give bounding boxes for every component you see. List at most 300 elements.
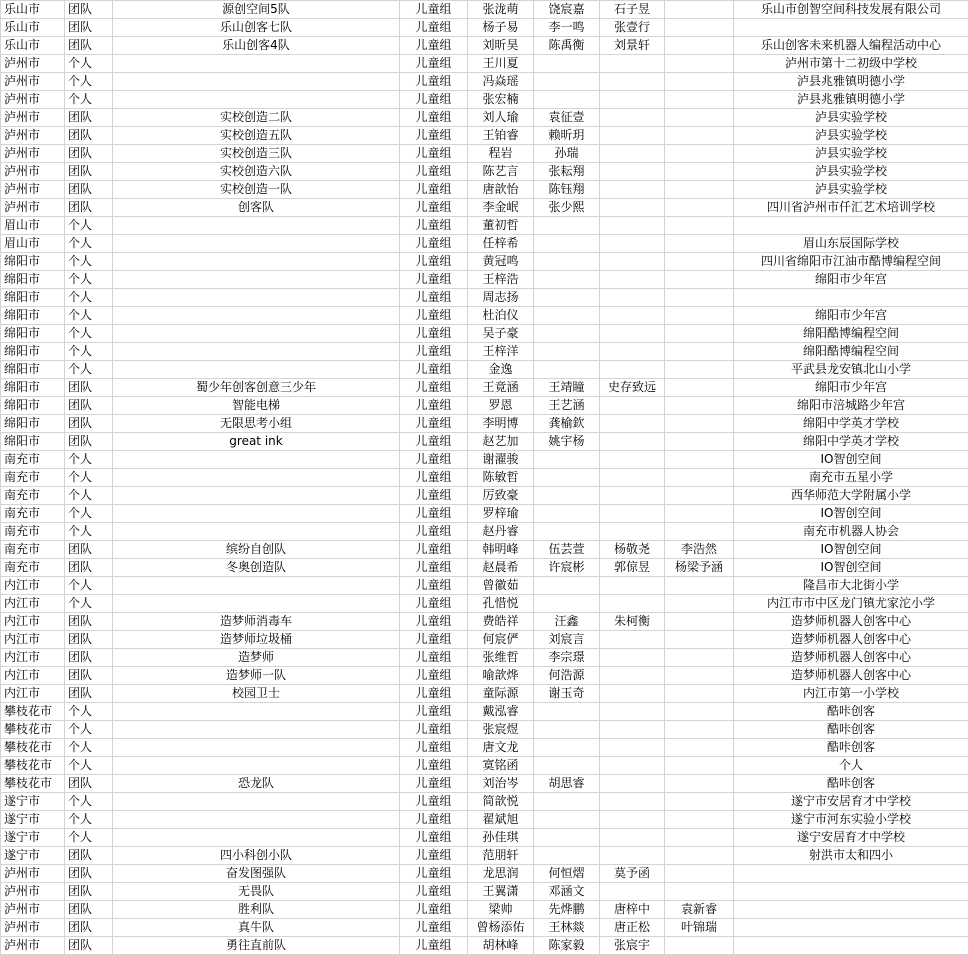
member-1-cell: 王川夏	[468, 55, 534, 73]
member-1-cell: 杜泊仪	[468, 307, 534, 325]
member-4-cell	[665, 739, 734, 757]
team-name-cell: 四小科创小队	[113, 847, 400, 865]
member-4-cell	[665, 37, 734, 55]
member-4-cell	[665, 847, 734, 865]
member-4-cell	[665, 667, 734, 685]
member-3-cell	[600, 271, 665, 289]
organization-cell: 泸县实验学校	[734, 181, 968, 199]
member-2-cell	[534, 595, 600, 613]
table-row	[1, 37, 968, 55]
group-cell: 儿童组	[400, 487, 468, 505]
entry-type-cell: 团队	[65, 433, 113, 451]
member-3-cell	[600, 145, 665, 163]
member-3-cell	[600, 163, 665, 181]
member-3-cell: 唐正松	[600, 919, 665, 937]
city-cell: 乐山市	[1, 37, 65, 55]
member-2-cell	[534, 793, 600, 811]
table-row	[1, 163, 968, 181]
team-name-cell: great ink	[113, 433, 400, 451]
member-4-cell	[665, 865, 734, 883]
member-3-cell	[600, 127, 665, 145]
city-cell: 泸州市	[1, 883, 65, 901]
group-cell: 儿童组	[400, 433, 468, 451]
member-3-cell	[600, 253, 665, 271]
table-row	[1, 703, 968, 721]
city-cell: 泸州市	[1, 919, 65, 937]
team-name-cell	[113, 505, 400, 523]
member-3-cell	[600, 883, 665, 901]
city-cell: 南充市	[1, 523, 65, 541]
group-cell: 儿童组	[400, 37, 468, 55]
table-row	[1, 253, 968, 271]
entry-type-cell: 团队	[65, 919, 113, 937]
member-2-cell	[534, 55, 600, 73]
group-cell: 儿童组	[400, 379, 468, 397]
group-cell: 儿童组	[400, 451, 468, 469]
group-cell: 儿童组	[400, 145, 468, 163]
team-name-cell	[113, 757, 400, 775]
organization-cell: 泸县实验学校	[734, 127, 968, 145]
member-3-cell	[600, 415, 665, 433]
member-1-cell: 董初哲	[468, 217, 534, 235]
member-1-cell: 胡林峰	[468, 937, 534, 955]
team-name-cell	[113, 577, 400, 595]
member-3-cell	[600, 523, 665, 541]
team-name-cell	[113, 469, 400, 487]
member-4-cell	[665, 109, 734, 127]
member-1-cell: 张宸煜	[468, 721, 534, 739]
team-name-cell	[113, 235, 400, 253]
group-cell: 儿童组	[400, 775, 468, 793]
member-3-cell	[600, 217, 665, 235]
city-cell: 内江市	[1, 649, 65, 667]
organization-cell: IO智创空间	[734, 505, 968, 523]
member-2-cell: 赖昕玥	[534, 127, 600, 145]
member-2-cell: 孙瑞	[534, 145, 600, 163]
member-3-cell	[600, 667, 665, 685]
organization-cell	[734, 883, 968, 901]
member-3-cell	[600, 757, 665, 775]
member-4-cell	[665, 757, 734, 775]
team-name-cell: 胜利队	[113, 901, 400, 919]
member-3-cell	[600, 577, 665, 595]
team-name-cell	[113, 523, 400, 541]
entry-type-cell: 团队	[65, 649, 113, 667]
entry-type-cell: 个人	[65, 361, 113, 379]
member-2-cell	[534, 217, 600, 235]
member-4-cell: 杨梁予涵	[665, 559, 734, 577]
entry-type-cell: 个人	[65, 487, 113, 505]
member-4-cell	[665, 505, 734, 523]
table-row	[1, 775, 968, 793]
table-row	[1, 793, 968, 811]
city-cell: 眉山市	[1, 235, 65, 253]
member-2-cell: 龚榆欽	[534, 415, 600, 433]
member-2-cell: 刘宸言	[534, 631, 600, 649]
member-2-cell	[534, 469, 600, 487]
team-name-cell	[113, 253, 400, 271]
organization-cell: 泸县兆雅镇明德小学	[734, 91, 968, 109]
member-4-cell	[665, 163, 734, 181]
team-name-cell: 奋发图强队	[113, 865, 400, 883]
team-name-cell	[113, 487, 400, 505]
member-2-cell	[534, 343, 600, 361]
member-4-cell	[665, 73, 734, 91]
member-2-cell: 胡思睿	[534, 775, 600, 793]
city-cell: 攀枝花市	[1, 739, 65, 757]
member-3-cell: 史存致远	[600, 379, 665, 397]
team-name-cell: 无限思考小组	[113, 415, 400, 433]
group-cell: 儿童组	[400, 937, 468, 955]
member-2-cell: 陈禹衡	[534, 37, 600, 55]
group-cell: 儿童组	[400, 253, 468, 271]
member-1-cell: 翟斌旭	[468, 811, 534, 829]
member-4-cell	[665, 649, 734, 667]
member-4-cell	[665, 775, 734, 793]
member-3-cell: 杨敬尧	[600, 541, 665, 559]
entry-type-cell: 个人	[65, 523, 113, 541]
member-3-cell: 莫予函	[600, 865, 665, 883]
member-1-cell: 金逸	[468, 361, 534, 379]
team-name-cell: 蜀少年创客创意三少年	[113, 379, 400, 397]
organization-cell	[734, 919, 968, 937]
city-cell: 绵阳市	[1, 379, 65, 397]
member-1-cell: 孔惜悦	[468, 595, 534, 613]
member-2-cell: 姚宇杨	[534, 433, 600, 451]
team-name-cell	[113, 793, 400, 811]
organization-cell	[734, 865, 968, 883]
group-cell: 儿童组	[400, 325, 468, 343]
table-row	[1, 829, 968, 847]
member-4-cell	[665, 433, 734, 451]
member-4-cell: 叶锦瑞	[665, 919, 734, 937]
member-3-cell	[600, 739, 665, 757]
group-cell: 儿童组	[400, 829, 468, 847]
entry-type-cell: 个人	[65, 289, 113, 307]
group-cell: 儿童组	[400, 721, 468, 739]
organization-cell: 酷咔创客	[734, 775, 968, 793]
member-1-cell: 何宸俨	[468, 631, 534, 649]
member-1-cell: 刘治岑	[468, 775, 534, 793]
organization-cell: 泸州市第十二初级中学校	[734, 55, 968, 73]
organization-cell: 乐山市创智空间科技发展有限公司	[734, 1, 968, 19]
team-name-cell: 造梦师垃圾桶	[113, 631, 400, 649]
member-4-cell	[665, 361, 734, 379]
table-row	[1, 19, 968, 37]
entry-type-cell: 个人	[65, 343, 113, 361]
member-3-cell: 张壹行	[600, 19, 665, 37]
team-name-cell: 实校创造二队	[113, 109, 400, 127]
member-4-cell	[665, 325, 734, 343]
table-row	[1, 937, 968, 955]
member-1-cell: 黄冠鸣	[468, 253, 534, 271]
member-1-cell: 冯焱瑶	[468, 73, 534, 91]
table-row	[1, 1, 968, 19]
organization-cell: 绵阳酷博编程空间	[734, 343, 968, 361]
team-name-cell: 造梦师	[113, 649, 400, 667]
entry-type-cell: 个人	[65, 505, 113, 523]
member-1-cell: 赵艺加	[468, 433, 534, 451]
group-cell: 儿童组	[400, 271, 468, 289]
member-1-cell: 韩明峰	[468, 541, 534, 559]
city-cell: 南充市	[1, 487, 65, 505]
entry-type-cell: 团队	[65, 379, 113, 397]
organization-cell: 四川省绵阳市江油市酷博编程空间	[734, 253, 968, 271]
table-row	[1, 901, 968, 919]
member-1-cell: 李金岷	[468, 199, 534, 217]
organization-cell	[734, 937, 968, 955]
organization-cell: 造梦师机器人创客中心	[734, 613, 968, 631]
group-cell: 儿童组	[400, 397, 468, 415]
team-name-cell	[113, 55, 400, 73]
member-3-cell: 刘景轩	[600, 37, 665, 55]
group-cell: 儿童组	[400, 361, 468, 379]
entry-type-cell: 个人	[65, 253, 113, 271]
member-3-cell	[600, 451, 665, 469]
entry-type-cell: 个人	[65, 577, 113, 595]
team-name-cell: 智能电梯	[113, 397, 400, 415]
team-name-cell	[113, 91, 400, 109]
member-3-cell	[600, 469, 665, 487]
team-name-cell: 实校创造三队	[113, 145, 400, 163]
entry-type-cell: 个人	[65, 271, 113, 289]
member-2-cell	[534, 847, 600, 865]
city-cell: 遂宁市	[1, 811, 65, 829]
entry-type-cell: 个人	[65, 325, 113, 343]
entry-type-cell: 团队	[65, 127, 113, 145]
member-3-cell	[600, 685, 665, 703]
table-row	[1, 595, 968, 613]
organization-cell: 内江市市中区龙门镇尤家沱小学	[734, 595, 968, 613]
city-cell: 南充市	[1, 505, 65, 523]
organization-cell: 绵阳市少年宫	[734, 379, 968, 397]
member-4-cell	[665, 469, 734, 487]
city-cell: 内江市	[1, 685, 65, 703]
group-cell: 儿童组	[400, 631, 468, 649]
team-name-cell	[113, 361, 400, 379]
member-4-cell: 李浩然	[665, 541, 734, 559]
organization-cell: 南充市五星小学	[734, 469, 968, 487]
member-1-cell: 喻歆烨	[468, 667, 534, 685]
city-cell: 攀枝花市	[1, 703, 65, 721]
entry-type-cell: 团队	[65, 847, 113, 865]
member-1-cell: 杨子易	[468, 19, 534, 37]
entry-type-cell: 团队	[65, 685, 113, 703]
team-name-cell: 乐山创客4队	[113, 37, 400, 55]
team-name-cell: 缤纷自创队	[113, 541, 400, 559]
team-name-cell	[113, 739, 400, 757]
member-2-cell	[534, 721, 600, 739]
member-2-cell: 许宸彬	[534, 559, 600, 577]
organization-cell: 眉山东辰国际学校	[734, 235, 968, 253]
table-row	[1, 811, 968, 829]
member-1-cell: 费皓祥	[468, 613, 534, 631]
table-row	[1, 919, 968, 937]
city-cell: 乐山市	[1, 19, 65, 37]
city-cell: 南充市	[1, 559, 65, 577]
team-name-cell	[113, 217, 400, 235]
member-3-cell	[600, 487, 665, 505]
group-cell: 儿童组	[400, 19, 468, 37]
group-cell: 儿童组	[400, 469, 468, 487]
group-cell: 儿童组	[400, 703, 468, 721]
table-row	[1, 469, 968, 487]
entry-type-cell: 团队	[65, 865, 113, 883]
group-cell: 儿童组	[400, 667, 468, 685]
member-1-cell: 王翼潇	[468, 883, 534, 901]
organization-cell	[734, 19, 968, 37]
organization-cell: 内江市第一小学校	[734, 685, 968, 703]
table-row	[1, 451, 968, 469]
member-3-cell	[600, 721, 665, 739]
member-2-cell: 张少熙	[534, 199, 600, 217]
entry-type-cell: 个人	[65, 307, 113, 325]
city-cell: 绵阳市	[1, 325, 65, 343]
member-4-cell	[665, 595, 734, 613]
member-3-cell: 唐梓中	[600, 901, 665, 919]
table-row	[1, 109, 968, 127]
group-cell: 儿童组	[400, 739, 468, 757]
member-3-cell	[600, 649, 665, 667]
table-row	[1, 199, 968, 217]
group-cell: 儿童组	[400, 55, 468, 73]
city-cell: 南充市	[1, 469, 65, 487]
entry-type-cell: 团队	[65, 1, 113, 19]
table-row	[1, 55, 968, 73]
member-4-cell	[665, 451, 734, 469]
table-row	[1, 217, 968, 235]
member-2-cell	[534, 271, 600, 289]
group-cell: 儿童组	[400, 217, 468, 235]
group-cell: 儿童组	[400, 289, 468, 307]
member-1-cell: 范朋轩	[468, 847, 534, 865]
table-row	[1, 343, 968, 361]
member-4-cell	[665, 1, 734, 19]
city-cell: 泸州市	[1, 199, 65, 217]
member-3-cell	[600, 343, 665, 361]
member-1-cell: 张宏楠	[468, 91, 534, 109]
member-4-cell	[665, 289, 734, 307]
member-1-cell: 王铂睿	[468, 127, 534, 145]
entry-type-cell: 团队	[65, 613, 113, 631]
city-cell: 泸州市	[1, 901, 65, 919]
entry-type-cell: 团队	[65, 559, 113, 577]
city-cell: 乐山市	[1, 1, 65, 19]
member-2-cell: 王艺涵	[534, 397, 600, 415]
entry-type-cell: 个人	[65, 235, 113, 253]
member-2-cell: 伍芸萱	[534, 541, 600, 559]
member-3-cell	[600, 91, 665, 109]
organization-cell: 西华师范大学附属小学	[734, 487, 968, 505]
city-cell: 攀枝花市	[1, 775, 65, 793]
member-3-cell	[600, 55, 665, 73]
entry-type-cell: 团队	[65, 541, 113, 559]
member-3-cell: 张宸宇	[600, 937, 665, 955]
organization-cell: 绵阳酷博编程空间	[734, 325, 968, 343]
member-1-cell: 孙佳琪	[468, 829, 534, 847]
city-cell: 绵阳市	[1, 415, 65, 433]
team-name-cell	[113, 595, 400, 613]
team-name-cell	[113, 451, 400, 469]
group-cell: 儿童组	[400, 541, 468, 559]
member-4-cell	[665, 937, 734, 955]
entry-type-cell: 团队	[65, 775, 113, 793]
member-2-cell: 袁征壹	[534, 109, 600, 127]
member-2-cell: 李一鸣	[534, 19, 600, 37]
member-3-cell: 石子昱	[600, 1, 665, 19]
member-1-cell: 厉致豪	[468, 487, 534, 505]
member-1-cell: 刘昕昊	[468, 37, 534, 55]
table-row	[1, 325, 968, 343]
member-3-cell	[600, 847, 665, 865]
table-row	[1, 505, 968, 523]
table-row	[1, 739, 968, 757]
member-4-cell	[665, 631, 734, 649]
team-name-cell: 勇往直前队	[113, 937, 400, 955]
group-cell: 儿童组	[400, 559, 468, 577]
entry-type-cell: 个人	[65, 793, 113, 811]
group-cell: 儿童组	[400, 109, 468, 127]
table-row	[1, 91, 968, 109]
table-row	[1, 883, 968, 901]
city-cell: 遂宁市	[1, 847, 65, 865]
table-row	[1, 577, 968, 595]
group-cell: 儿童组	[400, 127, 468, 145]
member-2-cell: 陈家毅	[534, 937, 600, 955]
organization-cell: 绵阳市少年宫	[734, 307, 968, 325]
member-2-cell	[534, 829, 600, 847]
city-cell: 泸州市	[1, 163, 65, 181]
member-2-cell	[534, 235, 600, 253]
member-4-cell	[665, 883, 734, 901]
team-name-cell: 实校创造一队	[113, 181, 400, 199]
organization-cell	[734, 289, 968, 307]
member-4-cell	[665, 181, 734, 199]
group-cell: 儿童组	[400, 343, 468, 361]
table-row	[1, 757, 968, 775]
group-cell: 儿童组	[400, 523, 468, 541]
organization-cell: 酷咔创客	[734, 703, 968, 721]
group-cell: 儿童组	[400, 73, 468, 91]
city-cell: 攀枝花市	[1, 721, 65, 739]
member-4-cell	[665, 487, 734, 505]
member-1-cell: 吴子豪	[468, 325, 534, 343]
city-cell: 泸州市	[1, 865, 65, 883]
member-2-cell: 陈钰翔	[534, 181, 600, 199]
team-name-cell: 实校创造五队	[113, 127, 400, 145]
team-name-cell: 造梦师一队	[113, 667, 400, 685]
entry-type-cell: 个人	[65, 739, 113, 757]
member-1-cell: 李明博	[468, 415, 534, 433]
entry-type-cell: 个人	[65, 829, 113, 847]
group-cell: 儿童组	[400, 307, 468, 325]
city-cell: 南充市	[1, 541, 65, 559]
entry-type-cell: 个人	[65, 721, 113, 739]
city-cell: 绵阳市	[1, 361, 65, 379]
city-cell: 内江市	[1, 595, 65, 613]
member-1-cell: 王竟涵	[468, 379, 534, 397]
member-1-cell: 陈艺言	[468, 163, 534, 181]
member-3-cell	[600, 829, 665, 847]
entry-type-cell: 团队	[65, 631, 113, 649]
member-4-cell	[665, 379, 734, 397]
table-row	[1, 235, 968, 253]
city-cell: 攀枝花市	[1, 757, 65, 775]
member-3-cell	[600, 109, 665, 127]
member-2-cell	[534, 811, 600, 829]
entry-type-cell: 团队	[65, 901, 113, 919]
table-row	[1, 397, 968, 415]
